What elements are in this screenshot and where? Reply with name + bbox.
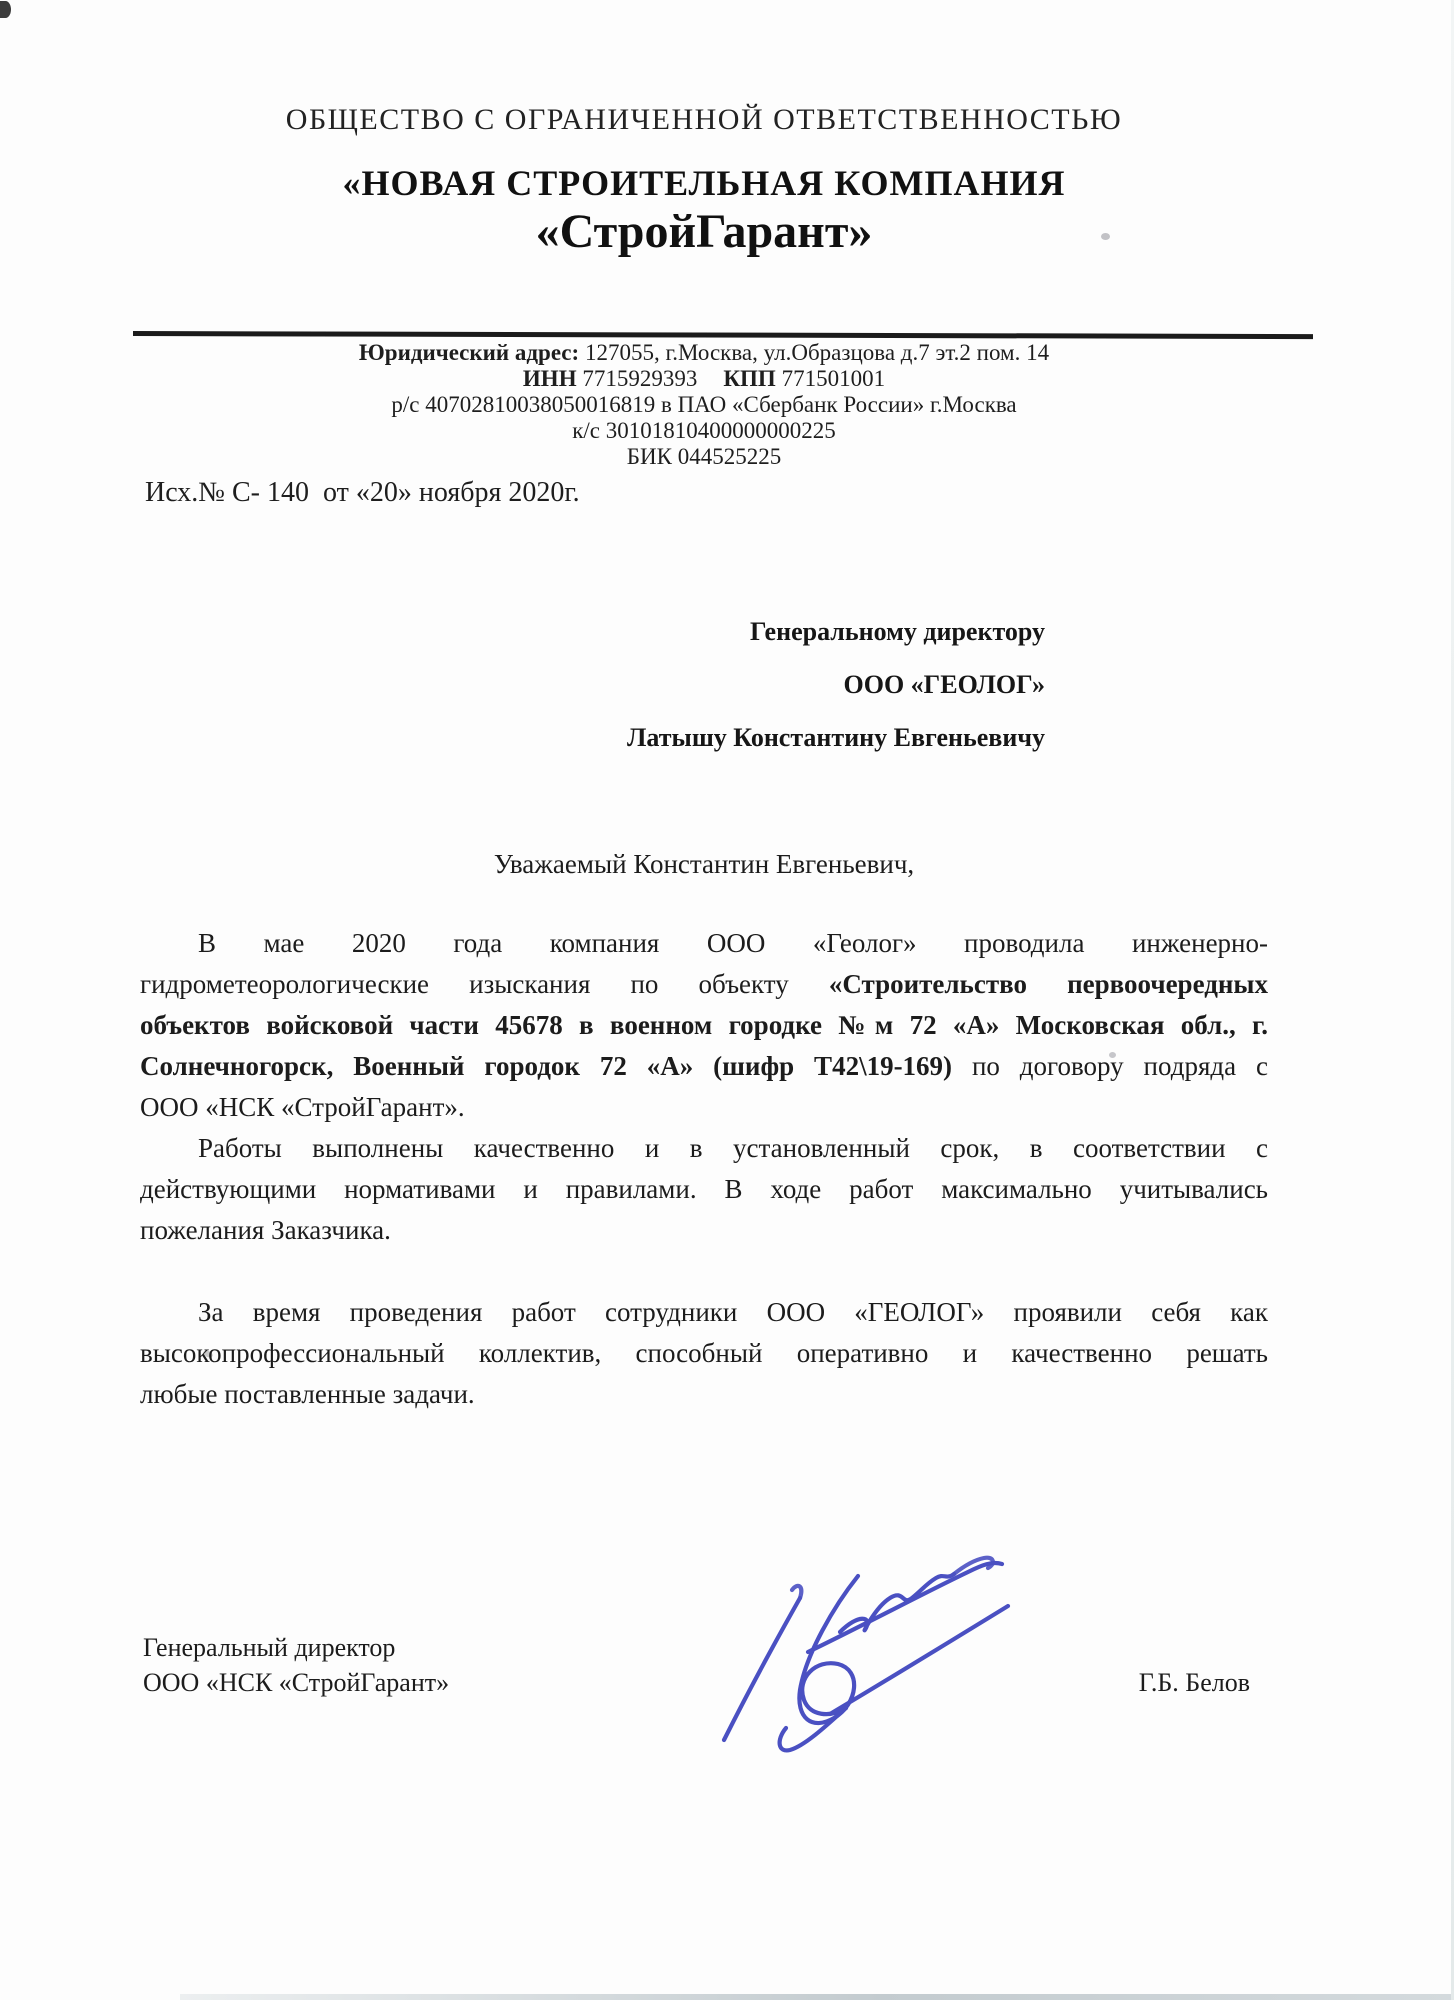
body-text: гидрометеорологические изыскания по объекту	[140, 969, 829, 999]
signer-title-line1: Генеральный директор	[143, 1633, 396, 1662]
body-line: Работы выполнены качественно и в установленный срок, в соответствии с	[198, 1133, 1268, 1163]
outgoing-reference-line: Исх.№ С- 140 от «20» ноября 2020г.	[145, 477, 580, 508]
addressee-person: Латышу Константину Евгеньевичу	[627, 723, 1045, 752]
inn-label: ИНН	[522, 366, 577, 391]
signature-stroke	[724, 1598, 800, 1740]
kpp-value: 771501001	[775, 366, 886, 391]
body-text: по договору подряда с	[952, 1051, 1268, 1081]
org-type-heading: ОБЩЕСТВО С ОГРАНИЧЕННОЙ ОТВЕТСТВЕННОСТЬЮ	[285, 103, 1123, 136]
paragraph-3	[140, 1292, 1268, 1415]
body-line: В мае 2020 года компания ООО «Геолог» проводила инженерно-	[198, 928, 1268, 958]
body-line: пожелания Заказчика.	[140, 1215, 391, 1245]
company-name-line2: «СтройГарант»	[535, 205, 873, 258]
body-text-bold: Солнечногорск, Военный городок 72 «А» (шифр Т42\19-169)	[140, 1051, 953, 1081]
legal-address-label: Юридический адрес:	[358, 340, 580, 365]
paragraph-1	[140, 923, 1268, 1128]
legal-address-value: 127055, г.Москва, ул.Образцова д.7 эт.2 пом. 14	[579, 340, 1050, 365]
scan-bottom-edge	[180, 1994, 1454, 2000]
addressee-block	[425, 605, 1045, 764]
bik-line: БИК 044525225	[626, 444, 782, 469]
inn-kpp-line	[140, 366, 1268, 392]
addressee-company: ООО «ГЕОЛОГ»	[843, 670, 1045, 699]
signer-name: Г.Б. Белов	[1138, 1668, 1250, 1697]
company-name-line1: «НОВАЯ СТРОИТЕЛЬНАЯ КОМПАНИЯ	[342, 163, 1066, 203]
signer-title-block	[143, 1630, 449, 1700]
body-line: высокопрофессиональный коллектив, способный оперативно и качественно решать	[140, 1338, 1268, 1368]
signature-ink	[712, 1532, 1042, 1767]
scan-corner-speck	[0, 1, 11, 18]
body-line: ООО «НСК «СтройГарант».	[140, 1092, 465, 1122]
signature-stroke	[792, 1586, 801, 1598]
inn-value: 7715929393	[576, 366, 698, 391]
legal-address-line	[140, 340, 1268, 366]
body-line	[140, 964, 1268, 1005]
paragraph-2	[140, 1128, 1268, 1251]
body-line: любые поставленные задачи.	[140, 1379, 475, 1409]
body-line: За время проведения работ сотрудники ООО «ГЕОЛОГ» проявили себя как	[198, 1297, 1268, 1327]
body-line: объектов войсковой части 45678 в военном городке №м 72 «А» Московская обл., г.	[140, 1010, 1268, 1040]
signature-stroke	[780, 1708, 846, 1750]
signature-stroke	[840, 1574, 954, 1632]
salutation: Уважаемый Константин Евгеньевич,	[493, 849, 915, 879]
kpp-label: КПП	[723, 366, 776, 391]
signature-stroke	[830, 1606, 1008, 1714]
signer-title-line2: ООО «НСК «СтройГарант»	[143, 1668, 450, 1697]
signature-scribble	[712, 1532, 1042, 1767]
body-text-bold: «Строительство первоочередных	[828, 969, 1268, 999]
settlement-account-line: р/с 40702810038050016819 в ПАО «Сбербанк России» г.Москва	[391, 392, 1017, 417]
corr-account-line: к/с 30101810400000000225	[572, 418, 836, 443]
letterhead-rule	[133, 331, 1313, 339]
body-line: действующими нормативами и правилами. В ходе работ максимально учитывались	[140, 1174, 1268, 1204]
body-line	[140, 1046, 1268, 1087]
addressee-position: Генеральному директору	[749, 617, 1045, 646]
